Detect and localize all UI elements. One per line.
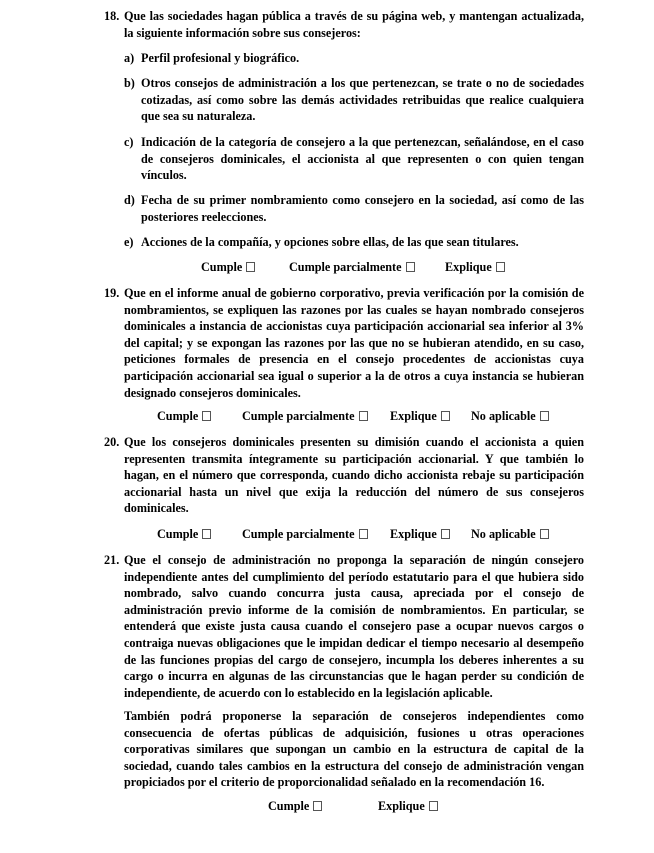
option-label: Cumple parcialmente xyxy=(242,527,355,541)
recommendation-21-paragraph-2: También podrá proponerse la separación de consejeros independientes como consecuencia de ofertas públicas de adquisición, fusiones u otras operaciones corporativas similares que supongan un cambio en la estructura de capital de la sociedad, cuando tales cambios en la estructura del consejo de administración vengan propiciados por el criterio de proporcionalidad señalado en la recomendación 16. xyxy=(124,709,584,790)
recommendation-text: Que las sociedades hagan pública a través de su página web, y mantengan actualizada, la siguiente información sobre sus consejeros: xyxy=(124,9,584,40)
sub-item-text: Perfil profesional y biográfico. xyxy=(141,51,300,65)
sub-item-letter: b) xyxy=(124,76,135,90)
option-label: Cumple xyxy=(157,409,199,423)
sub-item-letter: c) xyxy=(124,135,134,149)
checkbox-icon[interactable] xyxy=(202,529,211,539)
recommendation-21 xyxy=(104,552,584,701)
sub-item-c xyxy=(124,134,584,184)
option-explique[interactable] xyxy=(378,798,438,815)
checkbox-icon[interactable] xyxy=(359,411,368,421)
checkbox-icon[interactable] xyxy=(359,529,368,539)
recommendation-number: 21. xyxy=(104,553,120,567)
recommendation-18 xyxy=(104,8,584,41)
option-label: Cumple xyxy=(201,260,243,274)
checkbox-icon[interactable] xyxy=(202,411,211,421)
option-cumple[interactable] xyxy=(201,259,255,276)
option-label: Cumple parcialmente xyxy=(242,409,355,423)
sub-item-letter: d) xyxy=(124,193,135,207)
recommendation-number: 18. xyxy=(104,9,120,23)
option-label: No aplicable xyxy=(471,409,536,423)
option-explique[interactable] xyxy=(390,408,450,425)
recommendation-number: 20. xyxy=(104,435,120,449)
option-label: Explique xyxy=(390,409,437,423)
sub-item-text: Indicación de la categoría de consejero a la que pertenezcan, señalándose, en el caso de consejeros dominicales, el accionista al que representen o con quien tengan vínculos. xyxy=(141,135,584,183)
sub-item-letter: e) xyxy=(124,235,134,249)
option-explique[interactable] xyxy=(390,526,450,543)
sub-item-e xyxy=(124,234,584,251)
sub-item-text: Acciones de la compañía, y opciones sobre ellas, de las que sean titulares. xyxy=(141,235,519,249)
option-label: Cumple parcialmente xyxy=(289,260,402,274)
sub-item-text: Otros consejos de administración a los que pertenezcan, se trate o no de sociedades cotizadas, así como sobre las demás actividades retribuidas que realice cualquiera que sea su naturaleza. xyxy=(141,76,584,124)
option-label: Cumple xyxy=(268,799,310,813)
option-cumple-parcialmente[interactable] xyxy=(289,259,415,276)
option-cumple-parcialmente[interactable] xyxy=(242,408,368,425)
checkbox-icon[interactable] xyxy=(441,529,450,539)
recommendation-number: 19. xyxy=(104,286,120,300)
checkbox-icon[interactable] xyxy=(429,801,438,811)
checkbox-icon[interactable] xyxy=(406,262,415,272)
checkbox-icon[interactable] xyxy=(313,801,322,811)
checkbox-icon[interactable] xyxy=(540,529,549,539)
sub-item-a xyxy=(124,50,584,67)
option-explique[interactable] xyxy=(445,259,505,276)
sub-item-letter: a) xyxy=(124,51,135,65)
option-label: Explique xyxy=(445,260,492,274)
option-cumple[interactable] xyxy=(157,526,211,543)
option-label: Explique xyxy=(390,527,437,541)
sub-item-b xyxy=(124,75,584,125)
option-no-aplicable[interactable] xyxy=(471,408,549,425)
checkbox-icon[interactable] xyxy=(540,411,549,421)
option-cumple[interactable] xyxy=(157,408,211,425)
option-label: Cumple xyxy=(157,527,199,541)
option-cumple[interactable] xyxy=(268,798,322,815)
option-cumple-parcialmente[interactable] xyxy=(242,526,368,543)
recommendation-text: Que en el informe anual de gobierno corporativo, previa verificación por la comisión de nombramientos, se expliquen las razones por las cuales se hayan nombrado consejeros dominicales a instancia de accionistas cuya participación accionarial sea inferior al 3% del capital; y se expongan las razones por las que no se hubieran atendido, en su caso, peticiones formales de presencia en el consejo procedentes de accionistas cuya participación accionarial sea igual o superior a la de otros a cuya instancia se hubieran designado consejeros dominicales. xyxy=(124,286,584,400)
recommendation-text: Que los consejeros dominicales presenten su dimisión cuando el accionista a quien representen transmita íntegramente su participación accionarial. Y que también lo hagan, en el número que corresponda, cuando dicho accionista rebaje su participación accionarial hasta un nivel que exija la reducción del número de sus consejeros dominicales. xyxy=(124,435,584,516)
option-no-aplicable[interactable] xyxy=(471,526,549,543)
option-label: Explique xyxy=(378,799,425,813)
option-label: No aplicable xyxy=(471,527,536,541)
recommendation-19 xyxy=(104,285,584,401)
sub-item-text: Fecha de su primer nombramiento como consejero en la sociedad, así como de las posteriores reelecciones. xyxy=(141,193,584,224)
checkbox-icon[interactable] xyxy=(496,262,505,272)
recommendation-20 xyxy=(104,434,584,517)
sub-item-d xyxy=(124,192,584,225)
checkbox-icon[interactable] xyxy=(441,411,450,421)
checkbox-icon[interactable] xyxy=(246,262,255,272)
recommendation-text: Que el consejo de administración no proponga la separación de ningún consejero independiente antes del cumplimiento del período estatutario para el que hubiera sido nombrado, salvo cuando concurra justa causa, apreciada por el consejo de administración previo informe de la comisión de nombramientos. En particular, se entenderá que existe justa causa cuando el consejero pase a ocupar nuevos cargos o contraiga nuevas obligaciones que le impidan dedicar el tiempo necesario al desempeño de las funciones propias del cargo de consejero, incumpla los deberes inherentes a su cargo o incurra en algunas de las circunstancias que le hagan perder su condición de independiente, de acuerdo con lo establecido en la legislación aplicable. xyxy=(124,553,584,700)
